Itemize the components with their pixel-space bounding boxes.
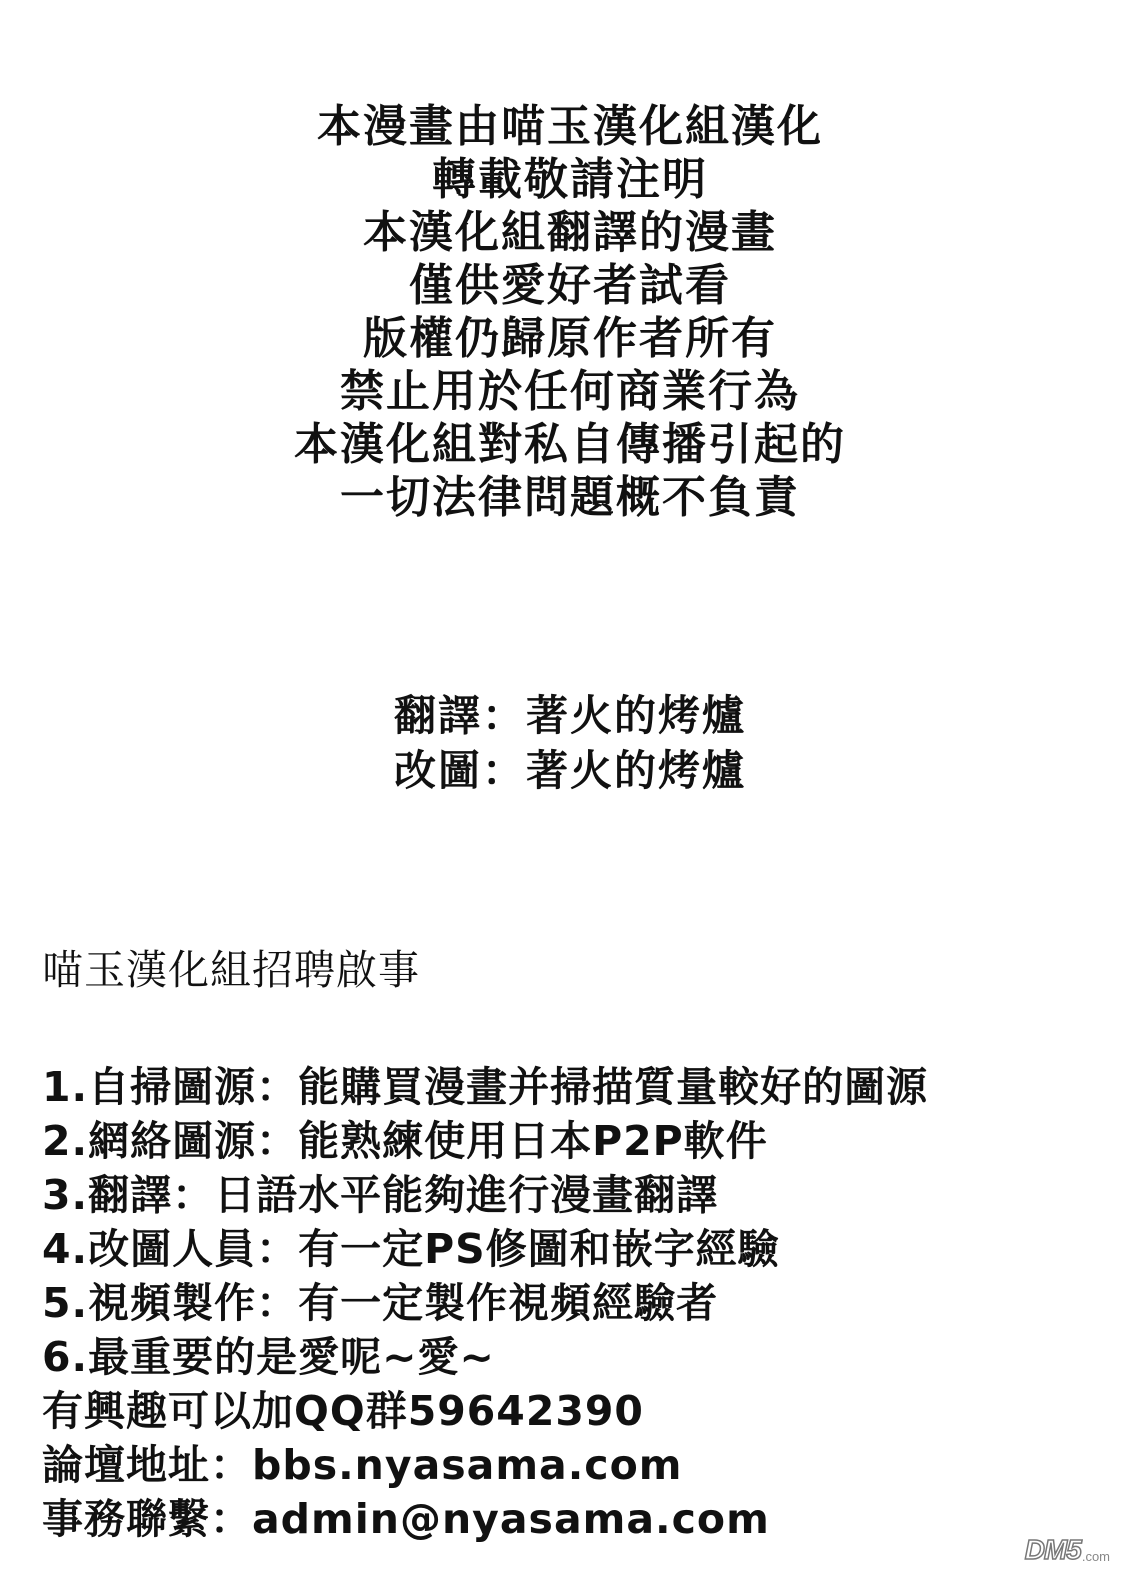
staff-credits: [0, 688, 1140, 798]
recruit-item-video: 5.視頻製作：有一定製作視頻經驗者: [42, 1279, 719, 1327]
notice-line: 僅供愛好者試看: [409, 260, 731, 311]
recruitment-title: 喵玉漢化組招聘啟事: [42, 946, 420, 994]
notice-line: 一切法律問題概不負責: [340, 472, 800, 523]
notice-line: 本漫畫由喵玉漢化組漢化: [317, 101, 823, 152]
forum-address: 論壇地址：bbs.nyasama.com: [42, 1441, 683, 1489]
qq-group-info: 有興趣可以加QQ群59642390: [42, 1387, 644, 1435]
recruit-item-love: 6.最重要的是愛呢~愛~: [42, 1333, 495, 1381]
recruit-item-scan-source: 1.自掃圖源：能購買漫畫并掃描質量較好的圖源: [42, 1063, 929, 1111]
watermark-sub: .com: [1081, 1549, 1110, 1564]
recruit-item-image-editing: 4.改圖人員：有一定PS修圖和嵌字經驗: [42, 1225, 780, 1273]
notice-line: 禁止用於任何商業行為: [340, 366, 800, 417]
notice-line: 版權仍歸原作者所有: [363, 313, 777, 364]
credit-editing: 改圖：著火的烤爐: [393, 746, 746, 795]
disclaimer-notice: [0, 100, 1140, 524]
recruit-item-network-source: 2.網絡圖源：能熟練使用日本P2P軟件: [42, 1117, 768, 1165]
notice-line: 本漢化組翻譯的漫畫: [363, 207, 777, 258]
watermark-main: DM5: [1024, 1534, 1081, 1565]
notice-line: 本漢化組對私自傳播引起的: [294, 419, 846, 470]
recruit-item-translation: 3.翻譯：日語水平能夠進行漫畫翻譯: [42, 1171, 719, 1219]
site-watermark-logo: [1025, 1536, 1110, 1564]
contact-email: 事務聯繫：admin@nyasama.com: [42, 1495, 770, 1543]
notice-line: 轉載敬請注明: [432, 154, 708, 205]
section-spacer: [42, 1000, 1102, 1060]
credit-translation: 翻譯：著火的烤爐: [393, 691, 746, 740]
recruitment-section: [42, 940, 1102, 1546]
